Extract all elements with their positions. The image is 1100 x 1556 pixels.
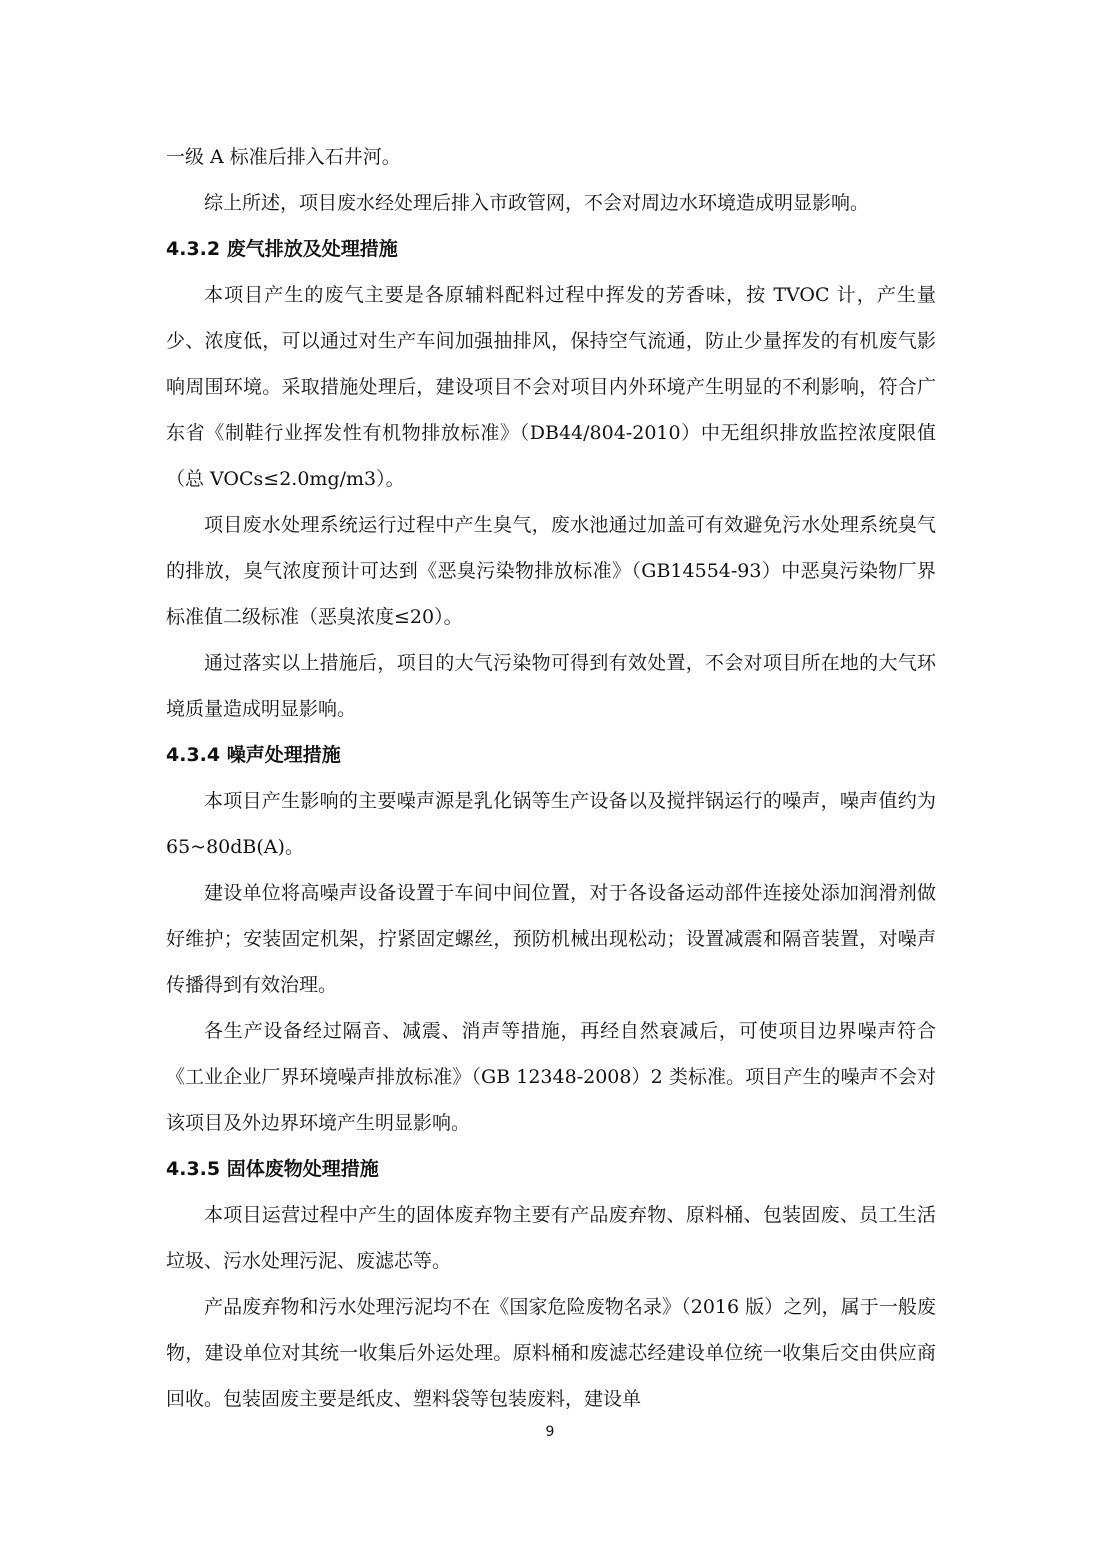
page-body: [166, 134, 936, 1422]
paragraph-noise-source: 本项目产生影响的主要噪声源是乳化锅等生产设备以及搅拌锅运行的噪声，噪声值约为 65~80dB(A)。: [166, 790, 936, 858]
section-heading-waste-gas: 4.3.2 废气排放及处理措施: [166, 238, 398, 260]
page-number: 9: [545, 1424, 555, 1440]
paragraph-solid-waste-types: 本项目运营过程中产生的固体废弃物主要有产品废弃物、原料桶、包装固废、员工生活垃圾、污水处理污泥、废滤芯等。: [166, 1204, 936, 1272]
paragraph-waste-gas-voc: 本项目产生的废气主要是各原辅料配料过程中挥发的芳香味，按 TVOC 计，产生量少、浓度低，可以通过对生产车间加强抽排风，保持空气流通，防止少量挥发的有机废气影响周围环境。采取措施处理后，建设项目不会对项目内外环境产生明显的不利影响，符合广东省《制鞋行业挥发性有机物排放标准》（DB44/804-2010）中无组织排放监控浓度限值（总 VOCs≤2.0mg/m3）。: [166, 284, 936, 490]
paragraph-noise-summary: 各生产设备经过隔音、减震、消声等措施，再经自然衰减后，可使项目边界噪声符合《工业企业厂界环境噪声排放标准》（GB 12348-2008）2 类标准。项目产生的噪声不会对该项目及外边界环境产生明显影响。: [166, 1020, 936, 1134]
paragraph-air-summary: 通过落实以上措施后，项目的大气污染物可得到有效处置，不会对项目所在地的大气环境质量造成明显影响。: [166, 652, 936, 720]
paragraph-continuation: 一级 A 标准后排入石井河。: [166, 146, 401, 168]
section-heading-noise: 4.3.4 噪声处理措施: [166, 744, 341, 766]
paragraph-water-summary: 综上所述，项目废水经处理后排入市政管网，不会对周边水环境造成明显影响。: [204, 192, 870, 214]
paragraph-odor: 项目废水处理系统运行过程中产生臭气，废水池通过加盖可有效避免污水处理系统臭气的排放，臭气浓度预计可达到《恶臭污染物排放标准》（GB14554-93）中恶臭污染物厂界标准值二级标准（恶臭浓度≤20）。: [166, 514, 936, 628]
paragraph-solid-waste-handling: 产品废弃物和污水处理污泥均不在《国家危险废物名录》（2016 版）之列，属于一般废物，建设单位对其统一收集后外运处理。原料桶和废滤芯经建设单位统一收集后交由供应商回收。包装固废主要是纸皮、塑料袋等包装废料，建设单: [166, 1296, 936, 1410]
paragraph-noise-measures: 建设单位将高噪声设备设置于车间中间位置，对于各设备运动部件连接处添加润滑剂做好维护；安装固定机架，拧紧固定螺丝，预防机械出现松动；设置减震和隔音装置，对噪声传播得到有效治理。: [166, 882, 936, 996]
section-heading-solid-waste: 4.3.5 固体废物处理措施: [166, 1158, 379, 1180]
